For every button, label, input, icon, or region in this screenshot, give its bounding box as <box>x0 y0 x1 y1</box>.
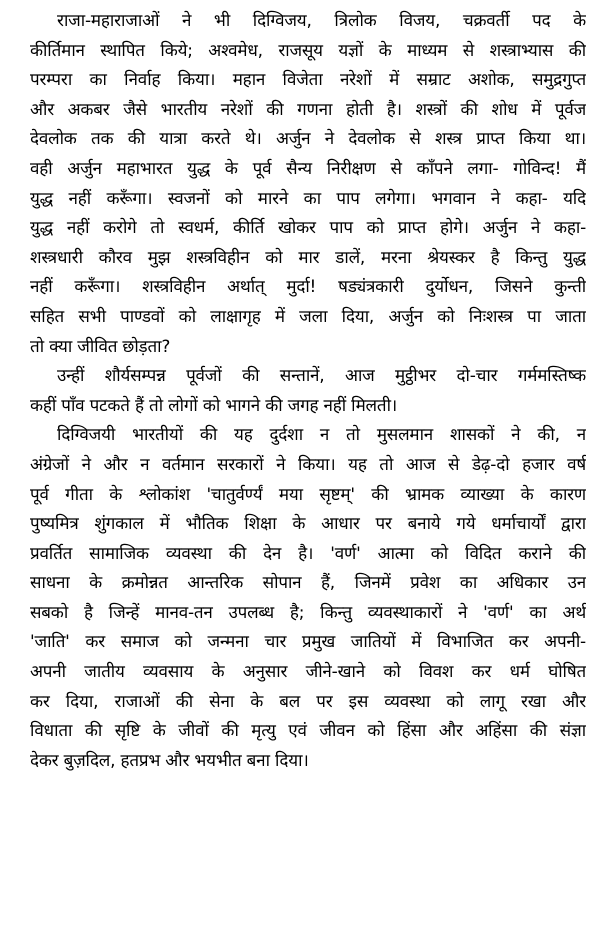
text-line: 'जाति' कर समाज को जन्मना चार प्रमुख जातियों में विभाजित कर अपनी- <box>30 632 586 653</box>
text-line: सबको है जिन्हें मानव-तन उपलब्ध है; किन्तु व्यवस्थाकारों ने 'वर्ण' का अर्थ <box>30 602 586 623</box>
text-line: अपनी जातीय व्यवसाय के अनुसार जीने-खाने को विवश कर धर्म घोषित <box>30 662 586 683</box>
text-line: कहीं पाँव पटकते हैं तो लोगों को भागने की जगह नहीं मिलती। <box>30 395 398 416</box>
text-line: नहीं करूँगा। शस्त्रविहीन अर्थात् मुर्दा! षड्यंत्रकारी दुर्योधन, जिसने कुन्ती <box>30 277 586 298</box>
text-line: युद्ध नहीं करोगे तो स्वधर्म, कीर्ति खोकर पाप को प्राप्त होगे। अर्जुन ने कहा- <box>30 218 586 239</box>
text-line: युद्ध नहीं करूँगा। स्वजनों को मारने का पाप लगेगा। भगवान ने कहा- यदि <box>30 188 586 209</box>
text-line: और अकबर जैसे भारतीय नरेशों की गणना होती है। शस्त्रों की शोध में पूर्वज <box>30 99 586 120</box>
text-line: अंग्रेजों ने और न वर्तमान सरकारों ने किया। यह तो आज से डेढ़-दो हजार वर्ष <box>30 454 586 475</box>
text-line: देवलोक तक की यात्रा करते थे। अर्जुन ने देवलोक से शस्त्र प्राप्त किया था। <box>30 129 586 150</box>
text-line: सहित सभी पाण्डवों को लाक्षागृह में जला दिया, अर्जुन को निःशस्त्र पा जाता <box>30 306 586 327</box>
text-line: उन्हीं शौर्यसम्पन्न पूर्वजों की सन्तानें, आज मुट्ठीभर दो-चार गर्ममस्तिष्क <box>57 366 586 387</box>
text-line: तो क्या जीवित छोड़ता? <box>30 336 171 357</box>
text-line: देकर बुज़दिल, हतप्रभ और भयभीत बना दिया। <box>30 750 309 771</box>
text-line: कर दिया, राजाओं की सेना के बल पर इस व्यवस्था को लागू रखा और <box>30 691 586 712</box>
text-line: विधाता की सृष्टि के जीवों की मृत्यु एवं जीवन को हिंसा और अहिंसा की संज्ञा <box>30 721 586 742</box>
text-line: राजा-महाराजाओं ने भी दिग्विजय, त्रिलोक विजय, चक्रवर्ती पद के <box>57 11 586 31</box>
paragraph-3 <box>30 421 586 776</box>
text-line: प्रवर्तित सामाजिक व्यवस्था की देन है। 'वर्ण' आत्मा को विदित कराने की <box>30 543 586 564</box>
paragraph-1 <box>30 7 586 362</box>
text-line: शस्त्रधारी कौरव मुझ शस्त्रविहीन को मार डालें, मरना श्रेयस्कर है किन्तु युद्ध <box>30 247 586 268</box>
text-line: वही अर्जुन महाभारत युद्ध के पूर्व सैन्य निरीक्षण से काँपने लगा- गोविन्द! मैं <box>30 158 586 179</box>
text-line: पुष्यमित्र शुंगकाल में भौतिक शिक्षा के आधार पर बनाये गये धर्माचार्यों द्वारा <box>30 514 586 535</box>
text-line: दिग्विजयी भारतीयों की यह दुर्दशा न तो मुसलमान शासकों ने की, न <box>57 425 586 446</box>
text-line: परम्परा का निर्वाह किया। महान विजेता नरेशों में सम्राट अशोक, समुद्रगुप्त <box>30 70 586 91</box>
text-line: पूर्व गीता के श्लोकांश 'चातुर्वर्ण्यं मया सृष्टम्' की भ्रामक व्याख्या के कारण <box>30 484 586 505</box>
paragraph-2 <box>30 362 586 421</box>
text-line: कीर्तिमान स्थापित किये; अश्वमेध, राजसूय यज्ञों के माध्यम से शस्त्राभ्यास की <box>30 40 586 61</box>
text-line: साधना के क्रमोन्नत आन्तरिक सोपान हैं, जिनमें प्रवेश का अधिकार उन <box>30 573 586 594</box>
